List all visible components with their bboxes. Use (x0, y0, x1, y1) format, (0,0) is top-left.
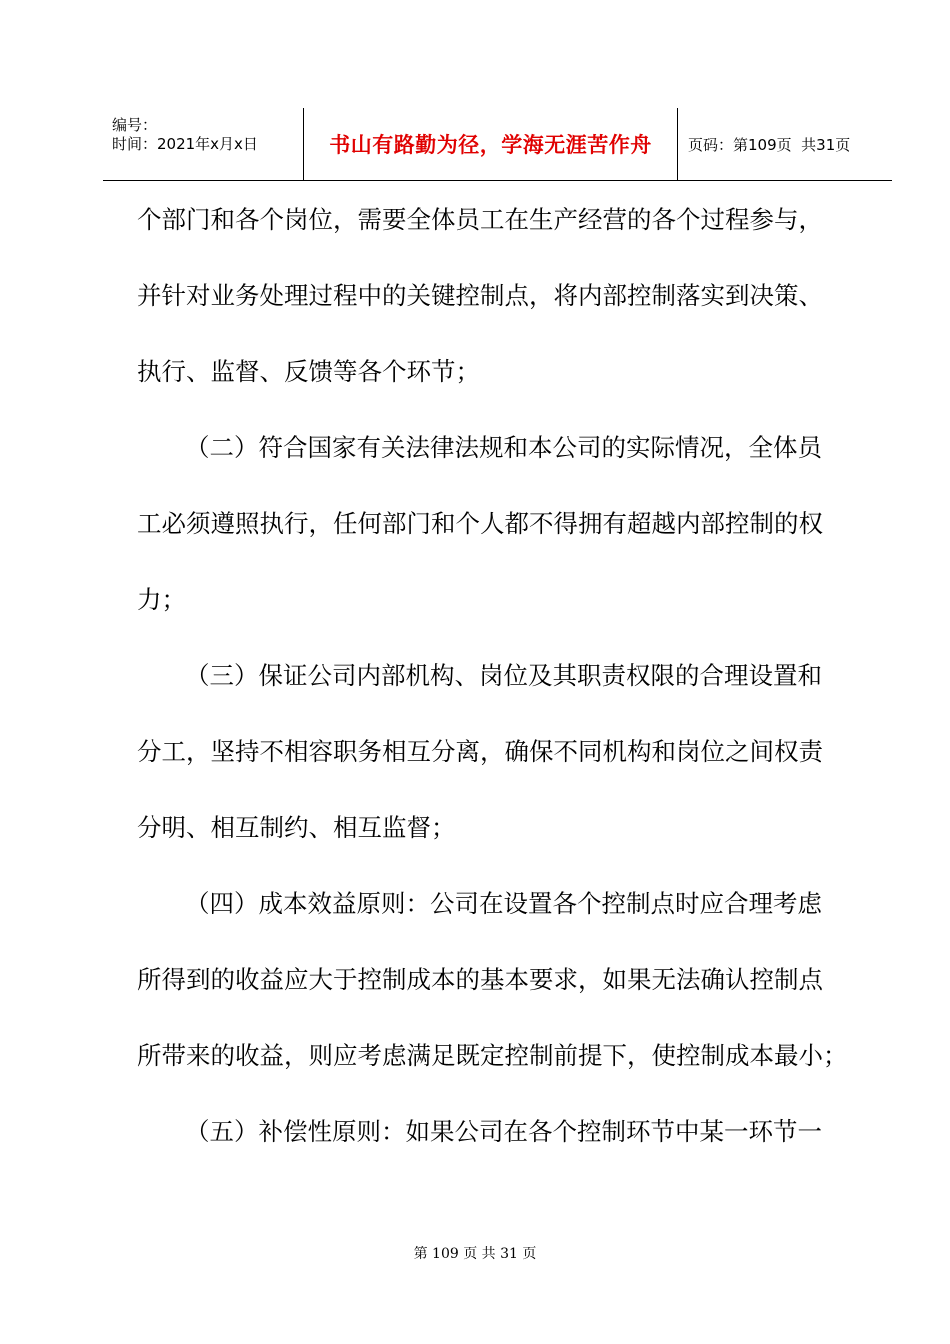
body-line: （二）符合国家有关法律法规和本公司的实际情况，全体员 (185, 433, 822, 462)
document-number-label: 编号： (112, 116, 158, 134)
header-meta (112, 116, 302, 154)
header-page-info: 页码：第109页 共31页 (688, 135, 851, 154)
body-line: 所得到的收益应大于控制成本的基本要求，如果无法确认控制点 (137, 965, 823, 994)
body-line: 执行、监督、反馈等各个环节； (137, 357, 480, 386)
body-line: 所带来的收益，则应考虑满足既定控制前提下，使控制成本最小； (137, 1041, 848, 1070)
body-line: 个部门和各个岗位，需要全体员工在生产经营的各个过程参与， (137, 205, 823, 234)
document-header (103, 108, 892, 181)
body-line: （三）保证公司内部机构、岗位及其职责权限的合理设置和 (185, 661, 822, 690)
document-time-label: 时间：2021年x月x日 (112, 135, 258, 153)
body-line: （五）补偿性原则：如果公司在各个控制环节中某一环节一 (185, 1117, 822, 1146)
header-divider (677, 108, 678, 181)
body-line: 力； (137, 585, 186, 614)
body-line: 分明、相互制约、相互监督； (137, 813, 456, 842)
page-footer: 第 109 页 共 31 页 (413, 1246, 537, 1262)
body-line: （四）成本效益原则：公司在设置各个控制点时应合理考虑 (185, 889, 822, 918)
body-line: 分工，坚持不相容职务相互分离，确保不同机构和岗位之间权责 (137, 737, 823, 766)
header-motto: 书山有路勤为径，学海无涯苦作舟 (329, 133, 652, 157)
body-line: 工必须遵照执行，任何部门和个人都不得拥有超越内部控制的权 (137, 509, 823, 538)
body-line: 并针对业务处理过程中的关键控制点，将内部控制落实到决策、 (137, 281, 823, 310)
